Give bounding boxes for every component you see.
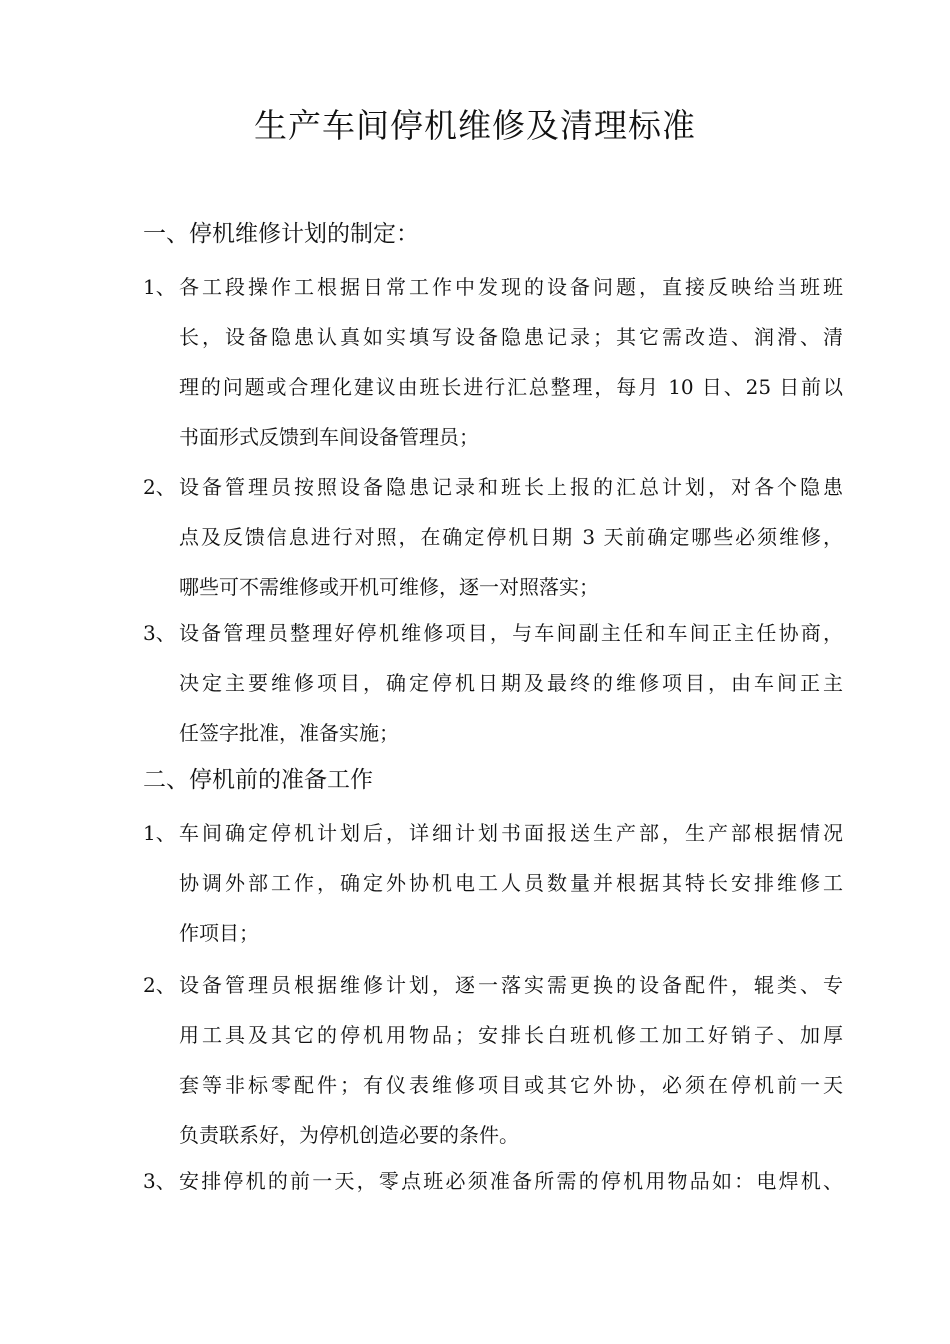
list-item (143, 462, 843, 612)
list-item (143, 808, 843, 958)
item-line: 任签字批准，准备实施； (179, 721, 399, 745)
item-line: 理的问题或合理化建议由班长进行汇总整理，每月 10 日、25 日前以 (179, 375, 843, 399)
item-line: 协调外部工作，确定外协机电工人员数量并根据其特长安排维修工 (179, 871, 843, 895)
item-line: 作项目； (179, 921, 259, 945)
item-number: 3、 (143, 1169, 176, 1193)
item-line: 点及反馈信息进行对照，在确定停机日期 3 天前确定哪些必须维修， (179, 525, 843, 549)
item-number: 2、 (143, 973, 176, 997)
item-line: 设备管理员按照设备隐患记录和班长上报的汇总计划，对各个隐患 (179, 475, 843, 499)
list-item (143, 262, 843, 462)
item-line: 套等非标零配件；有仪表维修项目或其它外协，必须在停机前一天 (179, 1073, 843, 1097)
list-item (143, 1156, 843, 1206)
section-heading-1: 一、停机维修计划的制定： (143, 221, 419, 247)
item-line: 各工段操作工根据日常工作中发现的设备问题，直接反映给当班班 (179, 275, 843, 299)
item-number: 1、 (143, 821, 176, 845)
document-title: 生产车间停机维修及清理标准 (254, 106, 696, 145)
item-line: 书面形式反馈到车间设备管理员； (179, 425, 479, 449)
item-line: 负责联系好，为停机创造必要的条件。 (179, 1123, 519, 1147)
item-line: 长，设备隐患认真如实填写设备隐患记录；其它需改造、润滑、清 (179, 325, 843, 349)
item-line: 设备管理员根据维修计划，逐一落实需更换的设备配件，辊类、专 (179, 973, 843, 997)
item-number: 3、 (143, 621, 176, 645)
item-number: 1、 (143, 275, 176, 299)
item-line: 哪些可不需维修或开机可维修，逐一对照落实； (179, 575, 599, 599)
section-heading-2: 二、停机前的准备工作 (143, 767, 373, 793)
item-line: 决定主要维修项目，确定停机日期及最终的维修项目，由车间正主 (179, 671, 843, 695)
item-line: 用工具及其它的停机用物品；安排长白班机修工加工好销子、加厚 (179, 1023, 843, 1047)
item-number: 2、 (143, 475, 176, 499)
item-line: 车间确定停机计划后，详细计划书面报送生产部，生产部根据情况 (179, 821, 843, 845)
item-line: 安排停机的前一天，零点班必须准备所需的停机用物品如：电焊机、 (179, 1169, 843, 1193)
item-line: 设备管理员整理好停机维修项目，与车间副主任和车间正主任协商， (179, 621, 843, 645)
list-item (143, 960, 843, 1160)
list-item (143, 608, 843, 758)
